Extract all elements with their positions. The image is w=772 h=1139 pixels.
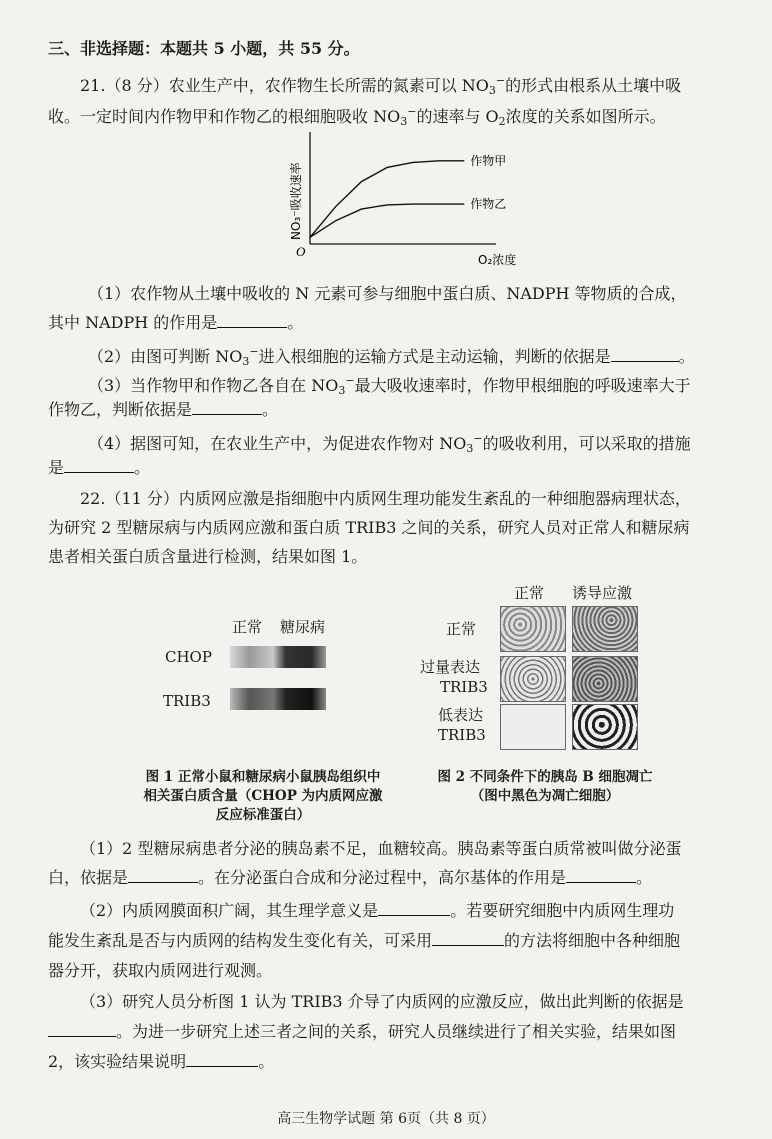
answer-blank (566, 868, 636, 883)
answer-blank (48, 1022, 116, 1037)
micrograph-low-normal (500, 704, 566, 750)
q22-intro-line1: 22.（11 分）内质网应激是指细胞中内质网生理功能发生紊乱的一种细胞器病理状态， (80, 489, 691, 508)
q22-intro-line3: 患者相关蛋白质含量进行检测，结果如图 1。 (48, 547, 368, 566)
fig2-caption: 图 2 不同条件下的胰岛 B 细胞凋亡 （图中黑色为凋亡细胞） (437, 769, 653, 804)
q22-q1-line1: （1）2 型糖尿病患者分泌的胰岛素不足，血糖较高。胰岛素等蛋白质常被叫做分泌蛋 (80, 839, 682, 858)
q21-q1-line1: （1）农作物从土壤中吸收的 N 元素可参与细胞中蛋白质、NADPH 等物质的合成， (88, 284, 687, 303)
fig2-row-over-2: TRIB3 (440, 678, 488, 696)
micrograph-normal-stress (572, 606, 638, 652)
q21-q3-line2: 作物乙，判断依据是 。 (48, 400, 279, 419)
micrograph-over-stress (572, 656, 638, 702)
fig2-row-over-1: 过量表达 (420, 658, 481, 676)
q22-q2-line1: （2）内质网膜面积广阔，其生理学意义是 。若要研究细胞中内质网生理功 (80, 901, 675, 920)
fig1-row-trib3: TRIB3 (163, 692, 211, 710)
fig1-col-diabetes: 糖尿病 (280, 618, 326, 636)
answer-blank (128, 868, 198, 883)
series-label-1: 作物乙 (470, 197, 507, 212)
western-blot-chop (230, 646, 326, 668)
q22-q1-line2: 白，依据是 。在分泌蛋白合成和分泌过程中，高尔基体的作用是 。 (48, 868, 653, 887)
q22-q3-line3: 2，该实验结果说明 。 (48, 1052, 275, 1071)
q21-q1-line2: 其中 NADPH 的作用是 。 (48, 313, 304, 332)
series-label-0: 作物甲 (470, 153, 507, 168)
fig2-row-low-2: TRIB3 (438, 726, 486, 744)
q22-intro-line2: 为研究 2 型糖尿病与内质网应激和蛋白质 TRIB3 之间的关系，研究人员对正常人和糖尿病 (48, 518, 690, 537)
answer-blank (186, 1052, 258, 1067)
western-blot-trib3 (230, 688, 326, 710)
answer-blank (192, 400, 262, 415)
fig2-row-normal: 正常 (446, 620, 477, 638)
q21-q2: （2）由图可判断 $NO_3^-$进入根细胞的运输方式是主动运输，判断的依据是 。 (88, 345, 695, 368)
q21-intro-line1: 21.（8 分）农业生产中，农作物生长所需的氮素可以 $NO_3^-$的形式由根系从土壤中吸 (80, 74, 682, 97)
fig1-col-normal: 正常 (232, 618, 263, 636)
micrograph-low-stress (572, 704, 638, 750)
q22-q3-line2: 。为进一步研究上述三者之间的关系，研究人员继续进行了相关实验，结果如图 (48, 1021, 676, 1043)
answer-blank (378, 901, 450, 916)
section-heading: 三、非选择题：本题共 5 小题，共 55 分。 (48, 39, 360, 58)
origin-label: O (296, 244, 306, 259)
y-axis-label: NO₃⁻吸收速率 (289, 162, 303, 240)
fig2-row-low-1: 低表达 (438, 706, 484, 724)
q21-q4-line1: （4）据图可知，在农业生产中，为促进农作物对 $NO_3^-$的吸收利用，可以采取的措施 (88, 432, 691, 455)
q22-q2-line2: 能发生紊乱是否与内质网的结构发生变化有关，可采用 的方法将细胞中各种细胞 (48, 931, 681, 950)
micrograph-over-normal (500, 656, 566, 702)
fig1-row-chop: CHOP (165, 648, 212, 666)
fig2-col-stress: 诱导应激 (572, 584, 633, 602)
q21-intro-line2: 收。一定时间内作物甲和作物乙的根细胞吸收 $NO_3^-$的速率与 $O_2$浓度的关系如图所示。 (48, 105, 666, 128)
micrograph-normal-normal (500, 606, 566, 652)
q21-line-chart (280, 132, 520, 268)
q21-q4-line2: 是 。 (48, 458, 151, 477)
fig2-col-normal: 正常 (514, 584, 545, 602)
answer-blank (217, 313, 287, 328)
answer-blank (432, 931, 504, 946)
q21-q3-line1: （3）当作物甲和作物乙各自在 $NO_3^-$最大吸收速率时，作物甲根细胞的呼吸速率大于 (88, 374, 691, 397)
page-footer: 高三生物学试题 第 6页（共 8 页） (277, 1111, 495, 1127)
answer-blank (611, 347, 679, 362)
fig1-caption: 图 1 正常小鼠和糖尿病小鼠胰岛组织中 相关蛋白质含量（CHOP 为内质网应激 反应标准蛋白） (143, 769, 383, 823)
x-axis-label: O₂浓度 (478, 253, 517, 267)
q22-q2-line3: 器分开，获取内质网进行观测。 (48, 961, 273, 980)
q22-q3-line1: （3）研究人员分析图 1 认为 TRIB3 介导了内质网的应激反应，做出此判断的依据是 (80, 992, 684, 1011)
answer-blank (64, 458, 134, 473)
series-line-0 (310, 161, 464, 238)
